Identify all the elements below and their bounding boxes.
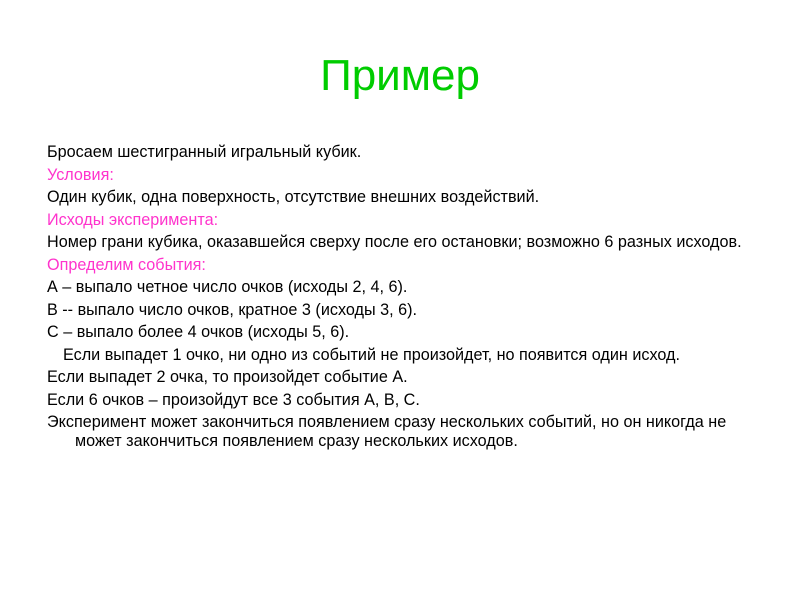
slide-body [47, 143, 767, 454]
paragraph-event-c: С – выпало более 4 очков (исходы 5, 6). [47, 323, 350, 341]
slide-title: Пример [320, 51, 480, 100]
paragraph-conclusion: Эксперимент может закончиться появлением сразу нескольких событий, но он никогда не может закончиться появлением сразу нескольких исходов. [47, 413, 727, 450]
paragraph-roll-two: Если выпадет 2 очка, то произойдет событие А. [47, 368, 408, 386]
paragraph-event-b: В -- выпало число очков, кратное 3 (исходы 3, 6). [47, 300, 417, 319]
paragraph-roll-one: Если выпадет 1 очко, ни одно из событий не произойдет, но появится один исход. [63, 345, 680, 364]
heading-conditions: Условия: [47, 165, 114, 184]
paragraph-intro: Бросаем шестигранный игральный кубик. [47, 143, 362, 161]
heading-outcomes: Исходы эксперимента: [47, 210, 219, 229]
paragraph-conditions: Один кубик, одна поверхность, отсутствие внешних воздействий. [47, 188, 540, 206]
heading-events: Определим события: [47, 255, 206, 274]
paragraph-outcomes: Номер грани кубика, оказавшейся сверху после его остановки; возможно 6 разных исходов. [47, 233, 742, 251]
paragraph-roll-six: Если 6 очков – произойдут все 3 события А, В, С. [47, 390, 420, 409]
paragraph-event-a: А – выпало четное число очков (исходы 2, 4, 6). [47, 278, 408, 296]
